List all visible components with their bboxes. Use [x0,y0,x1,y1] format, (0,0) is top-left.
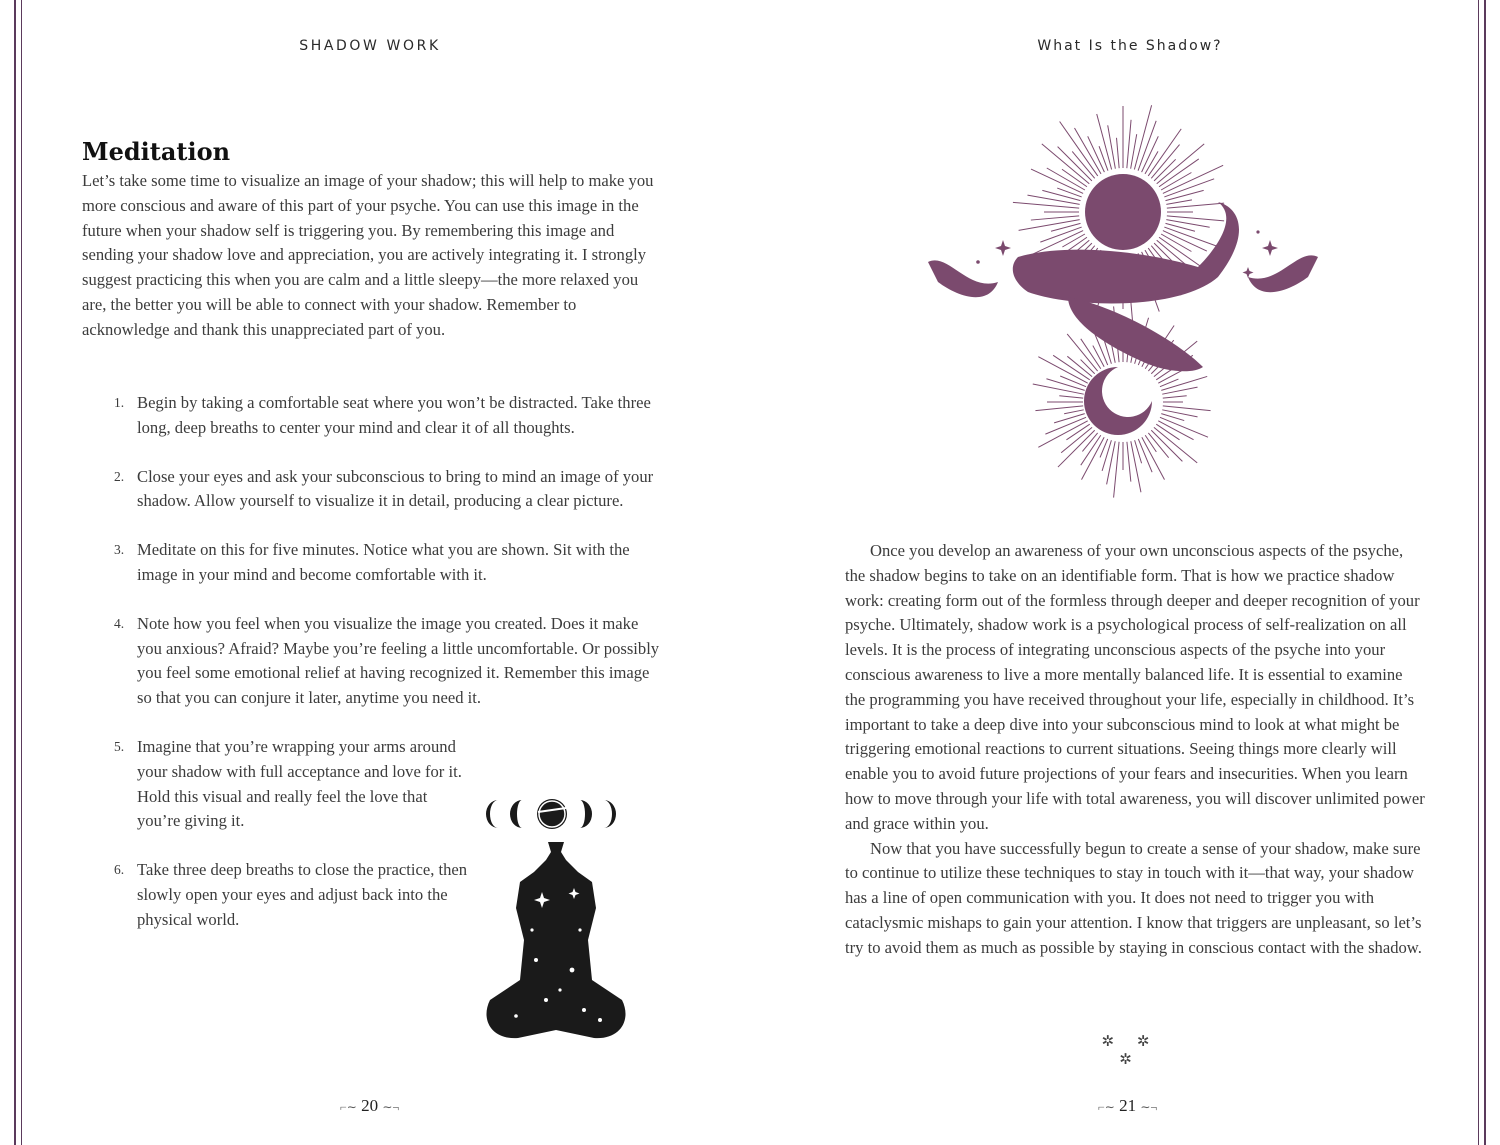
step-text: Note how you feel when you visualize the image you created. Does it make you anxious? Afraid? Maybe you’re feeling a little uncomfortable. Or possibly you feel some emotional relief at having recognized it. Remember this image so that you can conjure it later, anytime you need it. [137,613,660,708]
step-number: 3. [114,542,125,558]
section-heading: Meditation [82,137,231,166]
step-number: 6. [114,862,125,878]
section-break-ornament: ✲ ✲ ✲ [1101,1032,1159,1068]
list-item [82,858,477,932]
step-text: Imagine that you’re wrapping your arms around your shadow with full acceptance and love for it. Hold this visual and really feel the love that you’re giving it. [137,736,462,831]
page-border-right-inner [1478,0,1479,1145]
page-number-left [340,1096,399,1116]
meditating-figure-moon-phases-icon [476,790,636,1050]
folio-ornament-left: ⌐∼ [340,1100,357,1114]
body-text [845,539,1425,961]
page-border-left [14,0,16,1145]
step-text: Begin by taking a comfortable seat where you won’t be distracted. Take three long, deep breaths to center your mind and clear it of all thoughts. [137,393,651,437]
folio-ornament-right: ∼¬ [1140,1100,1158,1114]
step-text: Meditate on this for five minutes. Notice what you are shown. Sit with the image in your mind and become comfortable with it. [137,540,630,584]
step-text: Close your eyes and ask your subconscious to bring to mind an image of your shadow. Allow yourself to visualize it in detail, producing a clear picture. [137,466,654,511]
list-item [82,538,662,588]
step-number: 1. [114,395,125,410]
sun-whales-moon-icon [918,92,1328,502]
step-number: 4. [114,615,125,631]
list-item [82,735,467,834]
paragraph: Now that you have successfully begun to create a sense of your shadow, make sure to continue to utilize these techniques to stay in touch with it—that way, your shadow has a line of open communication with you. It does not need to trigger you with cataclysmic mishaps to gain your attention. I know that triggers are unpleasant, so let’s try to avoid them as much as possible by staying in conscious contact with the shadow. [845,838,1422,957]
list-item [82,465,662,515]
folio-ornament-right: ∼¬ [382,1100,400,1114]
list-item [82,612,662,711]
page-number-right [1098,1096,1157,1116]
page-number: 21 [1119,1096,1137,1115]
page-number: 20 [361,1096,379,1115]
running-head-right: What Is the Shadow? [1037,38,1223,54]
step-text: Take three deep breaths to close the practice, then slowly open your eyes and adjust back into the physical world. [137,860,468,929]
folio-ornament-left: ⌐∼ [1098,1100,1115,1114]
intro-paragraph: Let’s take some time to visualize an image of your shadow; this will help to make you more conscious and aware of this part of your psyche. You can use this image in the future when your shadow self is triggering you. By remembering this image and sending your shadow love and appreciation, you are actively integrating it. I strongly suggest practicing this when you are calm and a little sleepy—the more relaxed you are, the better you will be able to connect with your shadow. Remember to acknowledge and thank this unappreciated part of you. [82,171,654,339]
page-border-right [1484,0,1486,1145]
step-number: 2. [114,468,125,484]
page-border-left-inner [21,0,22,1145]
running-head-left: SHADOW WORK [299,38,441,54]
paragraph: Once you develop an awareness of your own unconscious aspects of the psyche, the shadow begins to take on an identifiable form. That is how we practice shadow work: creating form out of the formless through deeper and deeper recognition of your psyche. Ultimately, shadow work is a psychological process of self-realization on all levels. It is the process of integrating unconscious aspects of the psyche into your conscious awareness to live a more mentally balanced life. It is essential to examine the programming you have received throughout your life, especially in childhood. It’s important to take a deep dive into your subconscious mind to look at what might be triggering emotional reactions to current situations. Seeing things more clearly will enable you to avoid future projections of your fears and insecurities. When you learn how to move through your life with total awareness, you will discover unlimited power and grace within you. [845,541,1425,833]
step-number: 5. [114,738,125,754]
list-item [82,391,662,441]
